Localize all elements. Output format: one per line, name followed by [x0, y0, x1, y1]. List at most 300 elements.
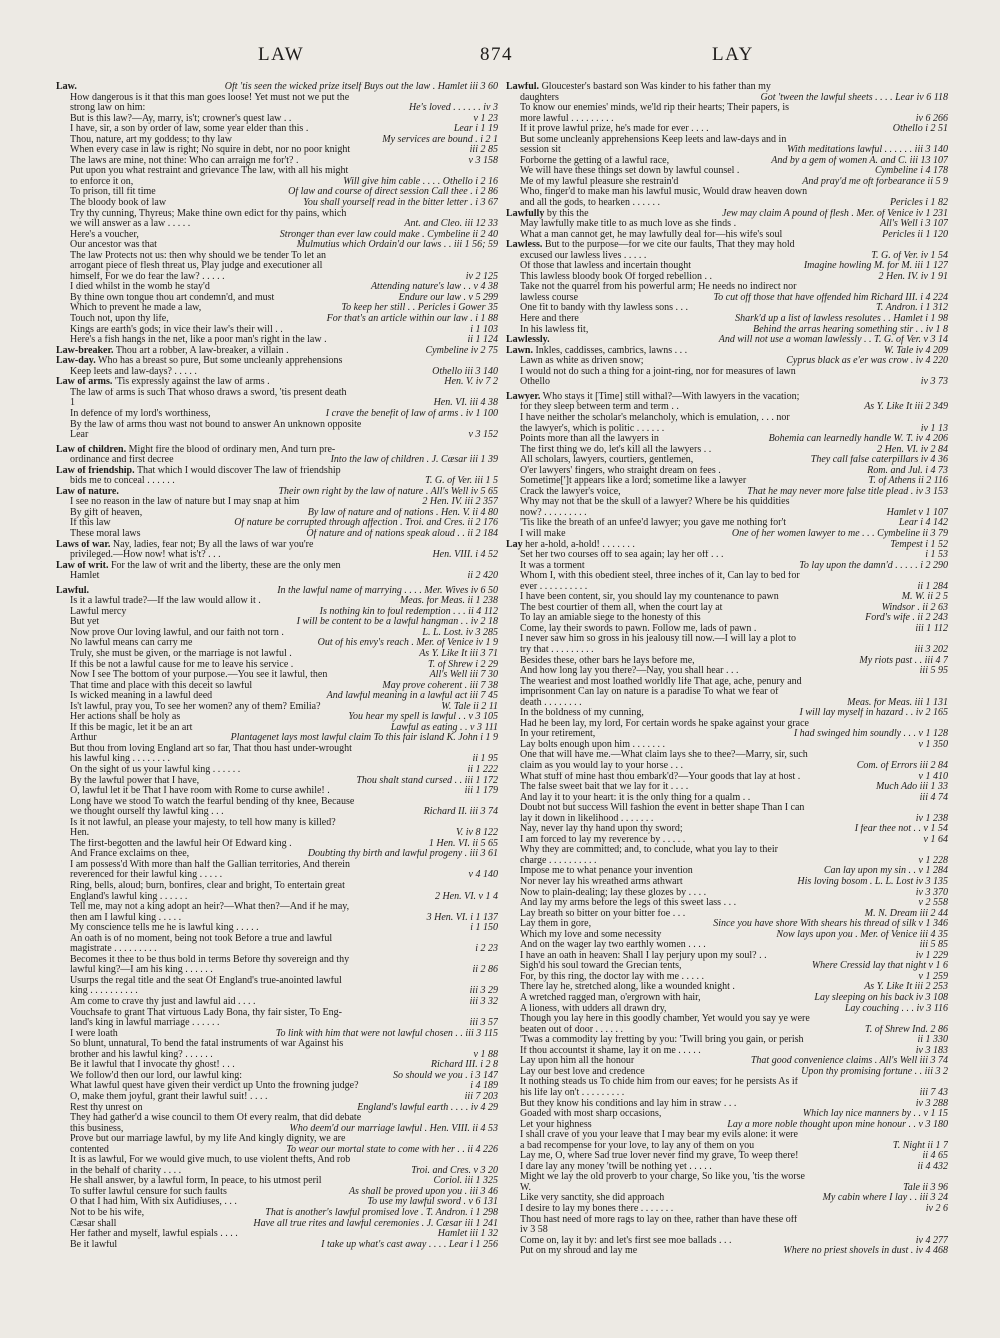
entry-line: [506, 677, 948, 688]
entry-line: [506, 272, 948, 283]
entry-line: [56, 786, 498, 797]
citation-reference: Lay a more noble thought upon mine honour . . v 3 180: [727, 1119, 948, 1130]
entry-line-text: Truly, she must be given, or the marriage is not lawful .: [70, 648, 292, 659]
citation-reference: So should we you . i 3 147: [393, 1070, 498, 1081]
entry-line-text: beaten out of door . . . . . .: [520, 1024, 624, 1035]
headword: Lawfully: [506, 208, 545, 219]
headword: Lawlessly.: [506, 335, 550, 346]
entry-line: [56, 508, 498, 519]
citation-reference: Now lays upon you . Mer. of Venice iii 4 35: [776, 929, 948, 940]
entry-line-text: Points more than all the lawyers in: [520, 434, 659, 445]
entry-line-text: Me of my lawful pleasure she restrain'd: [520, 176, 679, 187]
entry-line: [506, 466, 948, 477]
entry-line: [506, 413, 948, 424]
entry-line-text: On the sight of us your lawful king . . . . . .: [70, 765, 241, 775]
entry-line: [56, 870, 498, 881]
entry-line: [506, 219, 948, 230]
entry-line: [506, 82, 948, 93]
citation-reference: 2 Hen. IV. iii 2 357: [422, 497, 498, 508]
entry-line-text: privileged.—How now! what is't? . . .: [70, 550, 221, 561]
entry-line-text: The law of arms is such That whoso draws a sword, 'tis present death: [70, 387, 347, 398]
entry-line-text: Ring, bells, aloud; burn, bonfires, clear and bright, To entertain great: [70, 881, 345, 892]
citation-reference: v 1 64: [923, 834, 948, 845]
entry-line-text: What a man cannot get, he may lawfully deal for—his wife's soul: [520, 229, 783, 240]
entry-line: [506, 634, 948, 645]
entry-line-text: Take not the quarrel from his powerful arm; He needs no indirect nor: [520, 282, 797, 293]
entry-line-text: daughters: [520, 92, 559, 103]
entry-line-text: How dangerous is it that this man goes loose! Yet must not we put the: [70, 92, 350, 103]
entry-line: [506, 930, 948, 941]
citation-reference: I will be content to be a lawful hangman . . iv 2 18: [296, 617, 498, 628]
entry-line: [506, 1225, 948, 1236]
entry-line: [56, 1092, 498, 1103]
entry-line: [506, 961, 948, 972]
headword: Lawyer.: [506, 391, 541, 402]
citation-reference: Hen. V. iv 7 2: [444, 377, 498, 388]
entry-line-text: Crack the lawyer's voice,: [520, 486, 621, 497]
citation-reference: v 1 228: [918, 855, 948, 866]
entry-line-text: Lay them in gore,: [520, 919, 592, 930]
entry-line-text: Her actions shall be holy as: [70, 712, 181, 723]
entry-line: [56, 797, 498, 808]
entry-line-text: When every case in law is right; No squire in debt, nor no poor knight: [70, 145, 351, 156]
entry-line-text: Is it a lawful trade?—If the law would allow it .: [70, 596, 261, 607]
entry-line: [56, 702, 498, 713]
entry-line-text: To know our enemies' minds, we'ld rip their hearts; Their papers, is: [520, 103, 790, 114]
entry-line: [56, 82, 498, 93]
entry-line: [56, 1071, 498, 1082]
entry-line-text: In his lawless fit,: [520, 324, 589, 335]
entry-line-text: These moral laws: [70, 528, 141, 539]
entry-line: [56, 455, 498, 466]
entry-line: [506, 103, 948, 114]
citation-reference: Stronger than ever law could make . Cymbeline ii 2 40: [279, 229, 498, 240]
entry-line: [506, 1067, 948, 1078]
entry-line: [56, 335, 498, 346]
citation-reference: iii 5 85: [919, 940, 948, 951]
citation-reference: ii 1 284: [917, 581, 948, 592]
entry-line: [56, 124, 498, 135]
entry-line: [506, 603, 948, 614]
entry-line: [56, 1008, 498, 1019]
entry-line-text: death . . . . . . . .: [520, 697, 582, 708]
citation-reference: Into the law of children . J. Cæsar iii 1 39: [330, 455, 498, 466]
entry-line-text: The bloody book of law: [70, 198, 167, 209]
entry-line-text: magistrate . . . . . . . . .: [70, 944, 157, 955]
entry-line: [56, 230, 498, 241]
entry-line: [506, 282, 948, 293]
entry-line-text: We follow'd then our lord, our lawful king:: [70, 1070, 243, 1081]
right-column: [506, 82, 948, 1322]
entry-line: [56, 1018, 498, 1029]
entry-line: [56, 1134, 498, 1145]
entry-line: [506, 1183, 948, 1194]
citation-reference: 1 Hen. VI. ii 5 65: [428, 838, 498, 849]
citation-reference: Troi. and Cres. v 3 20: [411, 1165, 498, 1176]
entry-line: [56, 466, 498, 477]
entry-line-text: Lawless. But to the purpose—for we cite our faults, That they may hold: [506, 240, 795, 251]
entry-line-text: himself, For we do fear the law? . . . . .: [70, 271, 225, 282]
entry-line-text: Might we lay the old proverb to your charge, So like you, 'tis the worse: [520, 1172, 805, 1183]
citation-reference: Othello iii 3 140: [432, 366, 498, 377]
entry-line: [56, 617, 498, 628]
citation-reference: Which lay nice manners by . . v 1 15: [802, 1109, 948, 1120]
citation-reference: Lawful as eating . . v 3 111: [390, 722, 498, 733]
citation-reference: T. Andron. i 1 312: [875, 303, 948, 314]
header-right-word: LAY: [712, 44, 754, 65]
entry-line: [56, 986, 498, 997]
citation-reference: v 1 350: [918, 739, 948, 750]
citation-reference: T. of Shrew Ind. 2 86: [864, 1024, 948, 1035]
entry-line: [506, 561, 948, 572]
entry-line: [56, 398, 498, 409]
headword: Law of friendship.: [56, 465, 135, 476]
entry-line-text: Am come to crave thy just and lawful aid . . . .: [70, 997, 256, 1008]
entry-line-text: more lawful . . . . . . . . .: [520, 113, 614, 124]
citation-reference: T. of Shrew i 2 29: [427, 659, 498, 670]
entry-line: [506, 251, 948, 262]
entry-line: [506, 951, 948, 962]
entry-line-text: lawless course: [520, 292, 579, 303]
citation-reference: v 1 23: [473, 113, 498, 124]
entry-line: [506, 166, 948, 177]
citation-reference: Doubting thy birth and lawful progeny . iii 3 61: [307, 849, 498, 860]
citation-reference: Upon thy promising fortune . . iii 3 2: [801, 1066, 948, 1077]
entry-line-text: That time and place with this deceit so lawful: [70, 680, 253, 691]
entry-line-text: lay it down in likelihood . . . . . . .: [520, 813, 654, 824]
entry-line-text: 1: [70, 398, 75, 409]
entry-line: [56, 976, 498, 987]
entry-line-text: Who, finger'd to make man his lawful music, Would draw heaven down: [520, 187, 808, 198]
citation-reference: ii 4 65: [922, 1151, 948, 1162]
citation-reference: v 3 158: [468, 155, 498, 166]
citation-reference: iv 3 73: [920, 377, 948, 388]
entry-line-text: this business,: [70, 1123, 124, 1134]
entry-line-text: the lawyer's, which is politic . . . . . .: [520, 423, 665, 434]
citation-reference: Where no priest shovels in dust . iv 4 468: [783, 1246, 948, 1257]
entry-line: [506, 698, 948, 709]
entry-line-text: claim as you would lay to your horse . . .: [520, 761, 684, 771]
entry-line-text: Now I see The bottom of your purpose.—You see it lawful, then: [70, 670, 328, 681]
entry-line-text: reverenced for their lawful king . . . . .: [70, 870, 223, 881]
citation-reference: Who deem'd our marriage lawful . Hen. VIII. ii 4 53: [289, 1123, 498, 1134]
entry-line: [506, 1014, 948, 1025]
citation-reference: Their own right by the law of nature . All's Well iv 5 65: [278, 486, 498, 497]
entry-line: [56, 681, 498, 692]
entry-line: [506, 1077, 948, 1088]
entry-line: [56, 955, 498, 966]
entry-line: [506, 1141, 948, 1152]
entry-line: [56, 607, 498, 618]
citation-reference: v 1 259: [918, 971, 948, 982]
citation-reference: iv 2 6: [925, 1203, 948, 1214]
entry-line-text: Is wicked meaning in a lawful deed: [70, 691, 213, 702]
entry-line-text: O'er lawyers' fingers, who straight dream on fees .: [520, 465, 721, 476]
entry-line: [506, 230, 948, 241]
citation-reference: T. G. of Ver. iii 1 5: [425, 476, 498, 487]
citation-reference: v 4 140: [468, 870, 498, 881]
citation-reference: To wear our mortal state to come with her . . ii 4 226: [286, 1144, 498, 1155]
entry-line-text: now? . . . . . . . . .: [520, 507, 587, 518]
entry-line-text: Set her two courses off to sea again; lay her off . . .: [520, 550, 724, 561]
entry-line: [56, 518, 498, 529]
citation-reference: Shark'd up a list of lawless resolutes . . Hamlet i 1 98: [735, 314, 948, 325]
entry-line-text: This lawless bloody book Of forged rebellion . .: [520, 271, 713, 282]
headword: Law of nature.: [56, 486, 119, 497]
entry-line-text: If this be not a lawful cause for me to leave his service .: [70, 659, 294, 670]
entry-line: [56, 913, 498, 924]
entry-line-text: What lawful quest have given their verdict up Unto the frowning judge?: [70, 1081, 359, 1092]
citation-reference: M. N. Dream iii 2 44: [864, 908, 948, 919]
entry-line: [56, 476, 498, 487]
entry-line: [506, 424, 948, 435]
entry-line-text: Let your highness: [520, 1119, 592, 1130]
citation-reference: My services are bound . i 2 1: [382, 134, 498, 145]
entry-line-text: For, by this ring, the doctor lay with me . . . . .: [520, 971, 705, 982]
citation-reference: And lawful meaning in a lawful act iii 7 45: [326, 691, 498, 702]
entry-line: [506, 93, 948, 104]
entry-line: [506, 645, 948, 656]
citation-reference: T. Night ii 1 7: [892, 1140, 948, 1151]
entry-line-text: a bad recompense for your love, to lay any of them on you: [520, 1140, 755, 1151]
entry-line-text: Lawyer. Who stays it [Time] still withal?—With lawyers in the vacation;: [506, 391, 800, 402]
citation-reference: iii 1 112: [915, 623, 948, 634]
header-left-word: LAW: [258, 44, 305, 65]
entry-line-text: Becomes it thee to be thus bold in terms Before thy sovereign and thy: [70, 954, 350, 965]
entry-line-text: Why may not that be the skull of a lawyer? Where be his quiddities: [520, 497, 790, 508]
entry-line-text: My conscience tells me he is lawful king . . . . .: [70, 923, 259, 934]
entry-line: [506, 1204, 948, 1215]
citation-reference: T. G. of Ver. iv 1 54: [871, 250, 948, 261]
entry-line-text: An oath is of no moment, being not took Before a true and lawful: [70, 933, 333, 944]
citation-reference: Rom. and Jul. i 4 73: [867, 465, 948, 476]
entry-line-text: In defence of my lord's worthiness,: [70, 408, 211, 419]
citation-reference: ii 4 432: [917, 1161, 948, 1172]
entry-line-text: ordinance and first decree: [70, 455, 174, 466]
citation-reference: I take up what's cast away . . . . Lear i 1 256: [321, 1239, 498, 1250]
entry-line: [506, 888, 948, 899]
entry-line: [56, 240, 498, 251]
entry-line: [506, 824, 948, 835]
entry-line-text: his life lay on't . . . . . . . . .: [520, 1087, 625, 1098]
citation-reference: 3 Hen. VI. i 1 137: [426, 912, 498, 923]
citation-reference: To link with him that were not lawful chosen . . iii 3 115: [275, 1028, 498, 1039]
entry-line-text: The first-begotten and the lawful heir Of Edward king .: [70, 838, 292, 849]
citation-reference: Out of his envy's reach . Mer. of Venice iv 1 9: [317, 638, 498, 649]
citation-reference: And will not use a woman lawlessly . . T. G. of Ver. v 3 14: [718, 335, 948, 346]
citation-reference: All's Well iii 7 30: [429, 670, 498, 681]
entry-line-text: Long have we stood To watch the fearful bending of thy knee, Because: [70, 796, 355, 807]
entry-line: [506, 856, 948, 867]
citation-reference: As shall be proved upon you . iii 3 46: [348, 1186, 498, 1197]
entry-line-text: The false sweet bait that we lay for it . . . .: [520, 782, 689, 793]
entry-line-text: his lawful king . . . . . . . .: [70, 754, 170, 765]
entry-line: [56, 628, 498, 639]
entry-line-text: To suffer lawful censure for such faults: [70, 1186, 227, 1197]
entry-line: [56, 114, 498, 125]
entry-line: [506, 814, 948, 825]
citation-reference: Much Ado iii 1 33: [875, 782, 948, 793]
citation-reference: That he may never more false title plead . iv 3 153: [747, 486, 948, 497]
entry-line-text: England's lawful king . . . . . .: [70, 891, 188, 902]
entry-line: [506, 845, 948, 856]
entry-line-text: No lawful means can carry me: [70, 638, 193, 649]
citation-reference: Have all true rites and lawful ceremonies . J. Cæsar iii 1 241: [253, 1218, 498, 1229]
citation-reference: All's Well i 3 107: [880, 219, 948, 230]
entry-line: [506, 114, 948, 125]
headword: Lawful.: [56, 585, 90, 596]
citation-reference: 2 Hen. VI. iv 2 84: [877, 444, 948, 455]
entry-line: [506, 335, 948, 346]
citation-reference: iii 5 95: [919, 666, 948, 677]
entry-line-text: W.: [520, 1182, 532, 1193]
citation-reference: His loving bosom . L. L. Lost iv 3 135: [797, 877, 948, 888]
citation-reference: Bohemia can learnedly handle W. T. iv 4 206: [768, 434, 948, 445]
running-header: [0, 44, 1000, 74]
entry-line-text: They had gather'd a wise council to them Of every realm, that did debate: [70, 1113, 362, 1124]
entry-line-text: Here's a voucher,: [70, 229, 139, 240]
entry-line: [506, 708, 948, 719]
entry-line-text: If it prove lawful prize, he's made for ever . . . .: [520, 124, 709, 135]
entry-line: [56, 272, 498, 283]
entry-line: [506, 898, 948, 909]
entry-line: [56, 638, 498, 649]
entry-line: [56, 198, 498, 209]
entry-line: [56, 1029, 498, 1040]
citation-reference: Will give him cable . . . . Othello i 2 16: [343, 176, 498, 187]
entry-line-text: All scholars, lawyers, courtiers, gentlemen,: [520, 455, 694, 466]
entry-line: [56, 839, 498, 850]
entry-line: [56, 377, 498, 388]
entry-line: [506, 1099, 948, 1110]
entry-line-text: Law-day. Who has a breast so pure, But some uncleanly apprehensions: [56, 356, 343, 367]
entry-line: [56, 1187, 498, 1198]
citation-reference: iii 3 57: [469, 1018, 498, 1029]
entry-line: [506, 1151, 948, 1162]
entry-line: [506, 476, 948, 487]
entry-line: [506, 187, 948, 198]
headword: Law of arms.: [56, 377, 113, 388]
citation-reference: Since you have shore With shears his thread of silk v 1 346: [713, 919, 948, 930]
entry-line: [506, 687, 948, 698]
citation-reference: iv 6 266: [915, 113, 948, 124]
entry-line: [506, 624, 948, 635]
entry-line-text: Lay bolts enough upon him . . . . . . .: [520, 739, 665, 750]
entry-line: [56, 156, 498, 167]
citation-reference: v 1 88: [473, 1049, 498, 1060]
entry-line: [506, 940, 948, 951]
entry-line-text: Of those that lawless and incertain thought: [520, 261, 692, 272]
entry-line-text: Lawful mercy: [70, 606, 127, 617]
entry-line-text: and all the gods, to hearken . . . . . .: [520, 198, 660, 209]
entry-line-text: Is it not lawful, an please your majesty, to tell how many is killed?: [70, 817, 336, 828]
citation-reference: To use my lawful sword . v 6 131: [367, 1197, 498, 1208]
entry-line-text: charge . . . . . . . . . .: [520, 855, 597, 866]
entry-line: [56, 944, 498, 955]
entry-line-text: In your retirement,: [520, 729, 596, 740]
entry-line: [56, 293, 498, 304]
entry-line: [506, 261, 948, 272]
entry-line: [506, 177, 948, 188]
entry-line-text: Which to prevent he made a law,: [70, 303, 202, 314]
citation-reference: Endure our law . v 5 299: [398, 292, 498, 303]
entry-line-text: And lay my arms before the legs of this sweet lass . . .: [520, 898, 737, 909]
citation-reference: As Y. Like It iii 2 349: [864, 402, 948, 413]
entry-line-text: Goaded with most sharp occasions,: [520, 1109, 662, 1120]
citation-reference: Hen. VIII. i 4 52: [432, 550, 498, 561]
citation-reference: iii 3 29: [469, 986, 498, 997]
entry-line-text: Sigh'd his soul toward the Grecian tents,: [520, 961, 682, 972]
citation-reference: Mulmutius which Ordain'd our laws . . iii 1 56; 59: [296, 240, 498, 251]
entry-line: [506, 993, 948, 1004]
entry-line: [506, 377, 948, 388]
entry-line-text: Law of children. Might fire the blood of ordinary men, And turn pre-: [56, 444, 336, 455]
entry-line: [56, 550, 498, 561]
citation-reference: Windsor . ii 2 63: [881, 602, 948, 613]
citation-reference: Attending nature's law . . v 4 38: [370, 282, 498, 293]
entry-line: [56, 209, 498, 220]
citation-reference: iii 7 43: [919, 1087, 948, 1098]
entry-line-text: The weariest and most loathed worldly life That age, ache, penury and: [520, 676, 802, 687]
entry-line: [506, 592, 948, 603]
entry-line-text: Prove but our marriage lawful, by my life And kingly dignity, we are: [70, 1134, 346, 1145]
entry-line-text: And how long lay you there?—Nay, you shall hear . . .: [520, 666, 739, 677]
entry-line: [506, 497, 948, 508]
entry-line-text: then am I lawful king . . . . .: [70, 912, 182, 923]
entry-line: [506, 793, 948, 804]
citation-reference: iii 4 74: [919, 792, 948, 803]
entry-line-text: 'Tis like the breath of an unfee'd lawyer; you gave me nothing for't: [520, 518, 787, 529]
entry-line: [56, 818, 498, 829]
citation-reference: Of nature and of nations speak aloud . . ii 2 184: [306, 528, 498, 539]
entry-line: [506, 782, 948, 793]
entry-line: [506, 835, 948, 846]
entry-line-text: And on the wager lay two earthly women . . . .: [520, 940, 706, 951]
entry-line: [56, 430, 498, 441]
entry-line: [506, 919, 948, 930]
entry-line-text: O, make them joyful, grant their lawful suit! . . . .: [70, 1091, 268, 1102]
citation-reference: Is nothing kin to foul redemption . . . ii 4 112: [319, 606, 498, 617]
entry-line-text: The first thing we do, let's kill all the lawyers . .: [520, 444, 712, 455]
entry-line-text: 'Twas a commodity lay fretting by you: 'Twill bring you gain, or perish: [520, 1035, 804, 1046]
entry-line-text: O that I had him, With six Aufidiuses, . . .: [70, 1197, 237, 1208]
entry-line-text: Had he been lay, my lord, For certain words he spake against your grace: [520, 718, 809, 729]
entry-line-text: Law of writ. For the law of writ and the liberty, these are the only men: [56, 560, 341, 571]
entry-line-text: Which my love and some necessity: [520, 929, 662, 940]
citation-reference: May prove coherent . iii 7 38: [382, 680, 498, 691]
headword: Laws of war.: [56, 539, 111, 550]
entry-line-text: I have been content, sir, you should lay my countenance to pawn: [520, 592, 779, 603]
entry-line: [56, 997, 498, 1008]
citation-reference: iv 3 370: [915, 887, 948, 898]
citation-reference: i 1 150: [470, 923, 498, 934]
entry-line: [506, 314, 948, 325]
entry-line-text: But they know his conditions and lay him in straw . . .: [520, 1098, 737, 1109]
entry-line-text: king . . . . . . . . . .: [70, 986, 138, 997]
entry-line-text: Law of friendship. That which I would discover The law of friendship: [56, 465, 341, 476]
entry-line: [56, 828, 498, 839]
entry-line-text: In the boldness of my cunning,: [520, 708, 644, 719]
entry-line-text: ever . . . . . . . . . .: [520, 581, 588, 592]
citation-reference: ii 1 95: [472, 754, 498, 765]
citation-reference: Of law and course of direct session Call thee . i 2 86: [288, 187, 498, 198]
entry-line: [506, 1004, 948, 1015]
entry-line: [506, 445, 948, 456]
citation-reference: Of nature be corrupted through affection . Troi. and Cres. ii 2 176: [234, 518, 498, 529]
entry-line-text: Lay her a-hold, a-hold! . . . . . . .: [506, 539, 635, 550]
entry-line-text: If thou accountst it shame, lay it on me . . . . .: [520, 1045, 701, 1056]
citation-reference: i 1 53: [925, 550, 948, 561]
